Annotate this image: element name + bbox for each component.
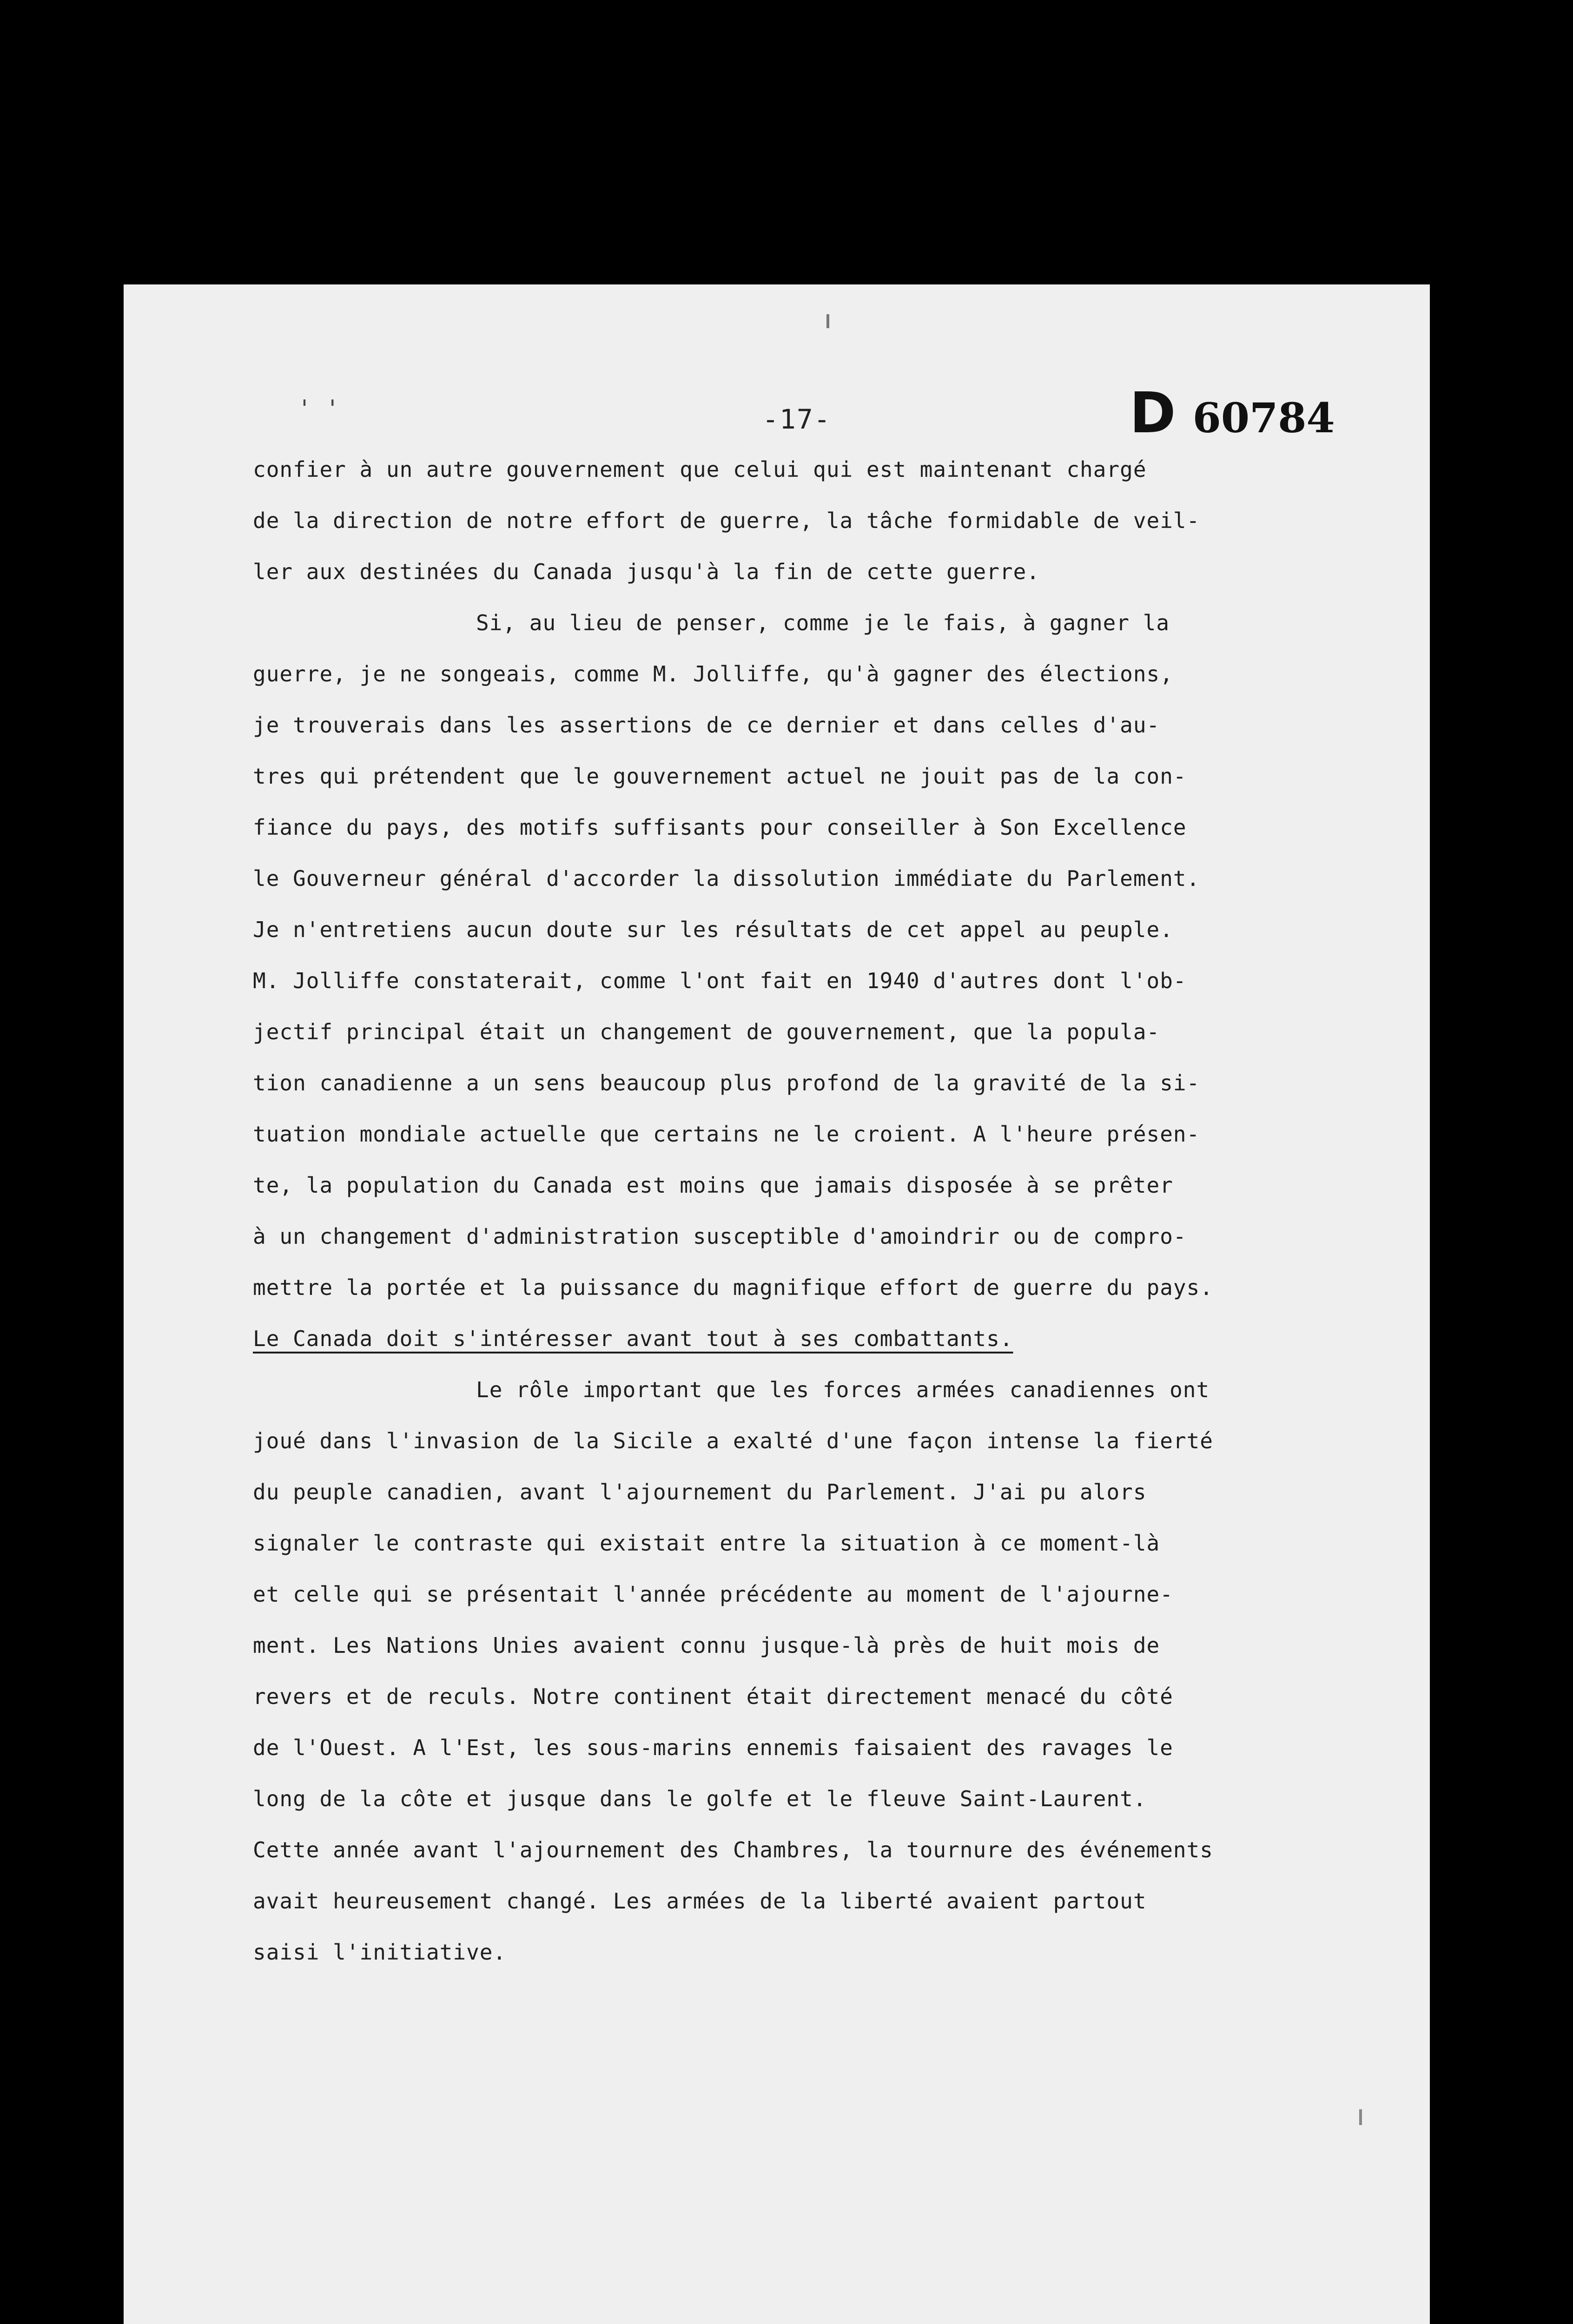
text-line (253, 1364, 1359, 1415)
text-line (253, 1006, 1359, 1057)
line-text: avait heureusement changé. Les armées de la liberté avaient partout (253, 1888, 1147, 1914)
line-text: de l'Ouest. A l'Est, les sous-marins ennemis faisaient des ravages le (253, 1735, 1173, 1760)
text-line (253, 700, 1359, 751)
text-line (253, 1824, 1359, 1875)
text-line (253, 802, 1359, 853)
text-line (253, 546, 1359, 597)
line-text: à un changement d'administration susceptible d'amoindrir ou de compro- (253, 1224, 1187, 1249)
document-identifier (1130, 381, 1335, 446)
line-text: long de la côte et jusque dans le golfe et le fleuve Saint-Laurent. (253, 1786, 1147, 1811)
document-number: 60784 (1192, 394, 1335, 442)
line-text: tuation mondiale actuelle que certains ne le croient. A l'heure présen- (253, 1122, 1200, 1147)
line-text: M. Jolliffe constaterait, comme l'ont fait en 1940 d'autres dont l'ob- (253, 968, 1187, 993)
line-text: Je n'entretiens aucun doute sur les résultats de cet appel au peuple. (253, 917, 1173, 942)
text-line (253, 1415, 1359, 1466)
text-line (253, 1160, 1359, 1211)
margin-mark (1359, 2109, 1362, 2125)
corner-marks: ' ' (297, 395, 340, 422)
text-line (253, 444, 1359, 495)
text-line (253, 1313, 1359, 1364)
text-line (253, 1109, 1359, 1160)
document-series-letter: D (1130, 381, 1176, 446)
line-text: de la direction de notre effort de guerre, la tâche formidable de veil- (253, 508, 1200, 533)
line-text: le Gouverneur général d'accorder la dissolution immédiate du Parlement. (253, 866, 1200, 891)
text-line (253, 1927, 1359, 1978)
line-text: Le rôle important que les forces armées canadiennes ont (476, 1377, 1210, 1402)
line-text: tres qui prétendent que le gouvernement actuel ne jouit pas de la con- (253, 764, 1187, 789)
line-text: jectif principal était un changement de gouvernement, que la popula- (253, 1019, 1160, 1044)
line-text: tion canadienne a un sens beaucoup plus profond de la gravité de la si- (253, 1070, 1200, 1096)
page-number: -17- (762, 403, 831, 435)
text-line (253, 853, 1359, 904)
line-text: du peuple canadien, avant l'ajournement du Parlement. J'ai pu alors (253, 1479, 1147, 1505)
text-line (253, 1262, 1359, 1313)
line-text: signaler le contraste qui existait entre la situation à ce moment-là (253, 1531, 1160, 1556)
underlined-sentence: Le Canada doit s'intéresser avant tout à ses combattants. (253, 1326, 1013, 1351)
text-line (253, 1875, 1359, 1927)
line-text: joué dans l'invasion de la Sicile a exalté d'une façon intense la fierté (253, 1428, 1213, 1453)
page-mark (826, 314, 829, 328)
text-line (253, 1466, 1359, 1518)
text-line (253, 955, 1359, 1006)
line-text: guerre, je ne songeais, comme M. Jolliffe, qu'à gagner des élections, (253, 661, 1173, 687)
line-text: fiance du pays, des motifs suffisants pour conseiller à Son Excellence (253, 815, 1187, 840)
line-text: saisi l'initiative. (253, 1940, 507, 1965)
line-text: ler aux destinées du Canada jusqu'à la fin de cette guerre. (253, 559, 1040, 584)
line-text: Cette année avant l'ajournement des Chambres, la tournure des événements (253, 1837, 1213, 1862)
text-line (253, 1518, 1359, 1569)
line-text: je trouverais dans les assertions de ce dernier et dans celles d'au- (253, 713, 1160, 738)
text-line (253, 751, 1359, 802)
text-line (253, 1569, 1359, 1620)
line-text: confier à un autre gouvernement que celui qui est maintenant chargé (253, 457, 1147, 482)
text-line (253, 1057, 1359, 1109)
text-line (253, 1773, 1359, 1824)
text-line (253, 904, 1359, 955)
text-line (253, 1620, 1359, 1671)
text-line (253, 648, 1359, 700)
body-text (253, 444, 1359, 1978)
line-text: ment. Les Nations Unies avaient connu jusque-là près de huit mois de (253, 1633, 1160, 1658)
line-text: mettre la portée et la puissance du magnifique effort de guerre du pays. (253, 1275, 1213, 1300)
line-text: Si, au lieu de penser, comme je le fais, à gagner la (476, 610, 1170, 635)
line-text: te, la population du Canada est moins que jamais disposée à se prêter (253, 1173, 1173, 1198)
line-text: et celle qui se présentait l'année précédente au moment de l'ajourne- (253, 1582, 1173, 1607)
text-line (253, 1671, 1359, 1722)
text-line (253, 1722, 1359, 1773)
text-line (253, 1211, 1359, 1262)
text-line (253, 597, 1359, 648)
text-line (253, 495, 1359, 546)
line-text: revers et de reculs. Notre continent était directement menacé du côté (253, 1684, 1173, 1709)
